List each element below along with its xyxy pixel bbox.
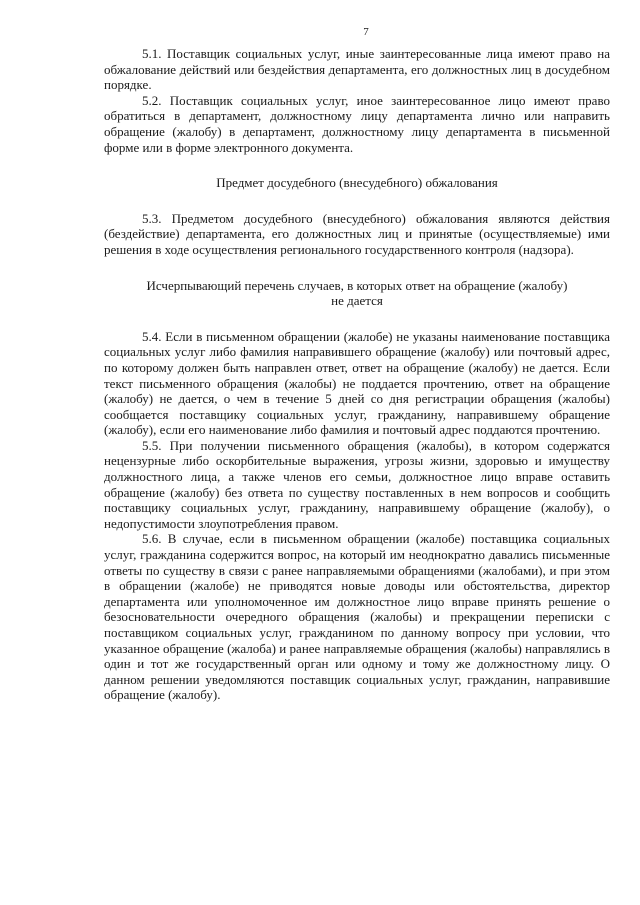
paragraph-5-6: 5.6. В случае, если в письменном обращении (жалобе) поставщика социальных услуг, гражданина содержится вопрос, на который им неоднократно давались письменные ответы по существу в связи с ранее направляемыми обращениями (жалобами), и при этом в обращении (жалобе) не приводятся новые доводы или обстоятельства, директор департамента или уполномоченное им должностное лицо вправе принять решение о безосновательности очередного обращения (жалобы) и прекращении переписки с поставщиком социальных услуг, гражданином по данному вопросу при условии, что указанное обращение (жалоба) и ранее направляемые обращения (жалобы) направлялись в один и тот же государственный орган или одному и тому же должностному лицу. О данном решении уведомляются поставщик социальных услуг, гражданин, направившие обращение (жалобу). bbox=[104, 531, 610, 703]
paragraph-5-1: 5.1. Поставщик социальных услуг, иные заинтересованные лица имеют право на обжалование действий или бездействия департамента, его должностных лиц в досудебном порядке. bbox=[104, 46, 610, 93]
paragraph-5-5: 5.5. При получении письменного обращения (жалобы), в котором содержатся нецензурные либо оскорбительные выражения, угрозы жизни, здоровью и имуществу должностного лица, а также членов его семьи, должностное лицо вправе оставить обращение (жалобу) без ответа по существу поставленных в нем вопросов и сообщить поставщику социальных услуг, гражданину, направившему обращение (жалобу), о недопустимости злоупотребления правом. bbox=[104, 437, 610, 531]
paragraph-5-2: 5.2. Поставщик социальных услуг, иное заинтересованное лицо имеют право обратиться в департамент, должностному лицу департамента лично или направить обращение (жалобу) в департамент, должностному лицу департамента в письменной форме или в форме электронного документа. bbox=[104, 92, 610, 155]
heading-appeal-subject: Предмет досудебного (внесудебного) обжалования bbox=[216, 175, 498, 191]
paragraph-5-3: 5.3. Предметом досудебного (внесудебного) обжалования являются действия (бездействие) департамента, его должностных лиц и принятые (осуществляемые) ими решения в ходе осуществления регионального государственного контроля (надзора). bbox=[104, 210, 610, 257]
page-number: 7 bbox=[363, 26, 369, 38]
heading-no-response-cases: Исчерпывающий перечень случаев, в которых ответ на обращение (жалобу) не дается bbox=[146, 277, 568, 309]
paragraph-5-4: 5.4. Если в письменном обращении (жалобе) не указаны наименование поставщика социальных услуг либо фамилия направившего обращение (жалобу) или почтовый адрес, по которому должен быть направлен ответ, ответ на обращение (жалобу) не дается. Если текст письменного обращения (жалобы) не поддается прочтению, ответ на обращение (жалобу) не дается, о чем в течение 5 дней со дня регистрации обращения (жалобы) сообщается поставщику социальных услуг, гражданину, направившему обращение (жалобу), если его наименование либо фамилия и почтовый адрес поддаются прочтению. bbox=[104, 328, 610, 438]
